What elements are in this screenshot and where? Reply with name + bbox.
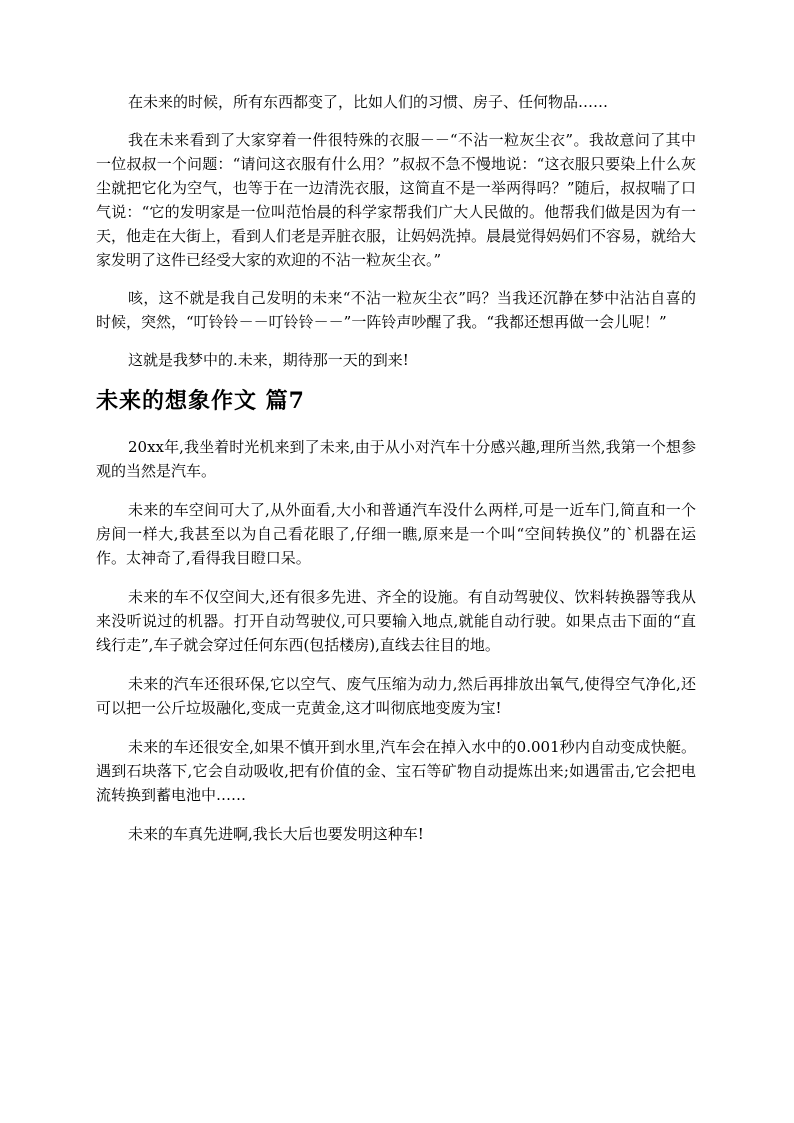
paragraph: 未来的车还很安全,如果不慎开到水里,汽车会在掉入水中的0.001秒内自动变成快艇。遇到石块落下,它会自动吸收,把有价值的金、宝石等矿物自动提炼出来;如遇雷击,它会把电流转换到蓄电池中…… [96, 738, 696, 804]
paragraph: 未来的车空间可大了,从外面看,大小和普通汽车没什么两样,可是一近车门,简直和一个房间一样大,我甚至以为自己看花眼了,仔细一瞧,原来是一个叫“空间转换仪”的`机器在运作。太神奇了,看得我目瞪口呆。 [96, 501, 696, 567]
document-page [96, 90, 696, 861]
section-heading: 未来的想象作文 篇7 [96, 388, 305, 414]
paragraph: 20xx年,我坐着时光机来到了未来,由于从小对汽车十分感兴趣,理所当然,我第一个想参观的当然是汽车。 [96, 438, 696, 480]
essay-section-7 [96, 435, 696, 846]
paragraph: 咳，这不就是我自己发明的未来“不沾一粒灰尘衣”吗？当我还沉静在梦中沾沾自喜的时候，突然，“叮铃铃－－叮铃铃－－”一阵铃声吵醒了我。“我都还想再做一会儿呢！” [96, 289, 696, 331]
essay-section-continued [96, 90, 696, 372]
paragraph: 未来的车不仅空间大,还有很多先进、齐全的设施。有自动驾驶仪、饮料转换器等我从来没听说过的机器。打开自动驾驶仪,可只要输入地点,就能自动行驶。如果点击下面的“直线行走”,车子就会穿过任何东西(包括楼房),直线去往目的地。 [96, 588, 696, 654]
paragraph: 未来的车真先进啊,我长大后也要发明这种车! [128, 825, 424, 843]
paragraph: 在未来的时候，所有东西都变了，比如人们的习惯、房子、任何物品…… [128, 93, 609, 111]
paragraph: 未来的汽车还很环保,它以空气、废气压缩为动力,然后再排放出氧气,使得空气净化,还可以把一公斤垃圾融化,变成一克黄金,这才叫彻底地变废为宝! [96, 675, 696, 717]
paragraph: 我在未来看到了大家穿着一件很特殊的衣服－－“不沾一粒灰尘衣”。我故意问了其中一位叔叔一个问题：“请问这衣服有什么用？”叔叔不急不慢地说：“这衣服只要染上什么灰尘就把它化为空气，也等于在一边清洗衣服，这简直不是一举两得吗？”随后，叔叔喘了口气说：“它的发明家是一位叫范怡晨的科学家帮我们广大人民做的。他帮我们做是因为有一天，他走在大街上，看到人们老是弄脏衣服，让妈妈洗掉。晨晨觉得妈妈们不容易，就给大家发明了这件已经受大家的欢迎的不沾一粒灰尘衣。” [96, 131, 697, 269]
paragraph: 这就是我梦中的.未来，期待那一天的到来! [128, 351, 409, 369]
